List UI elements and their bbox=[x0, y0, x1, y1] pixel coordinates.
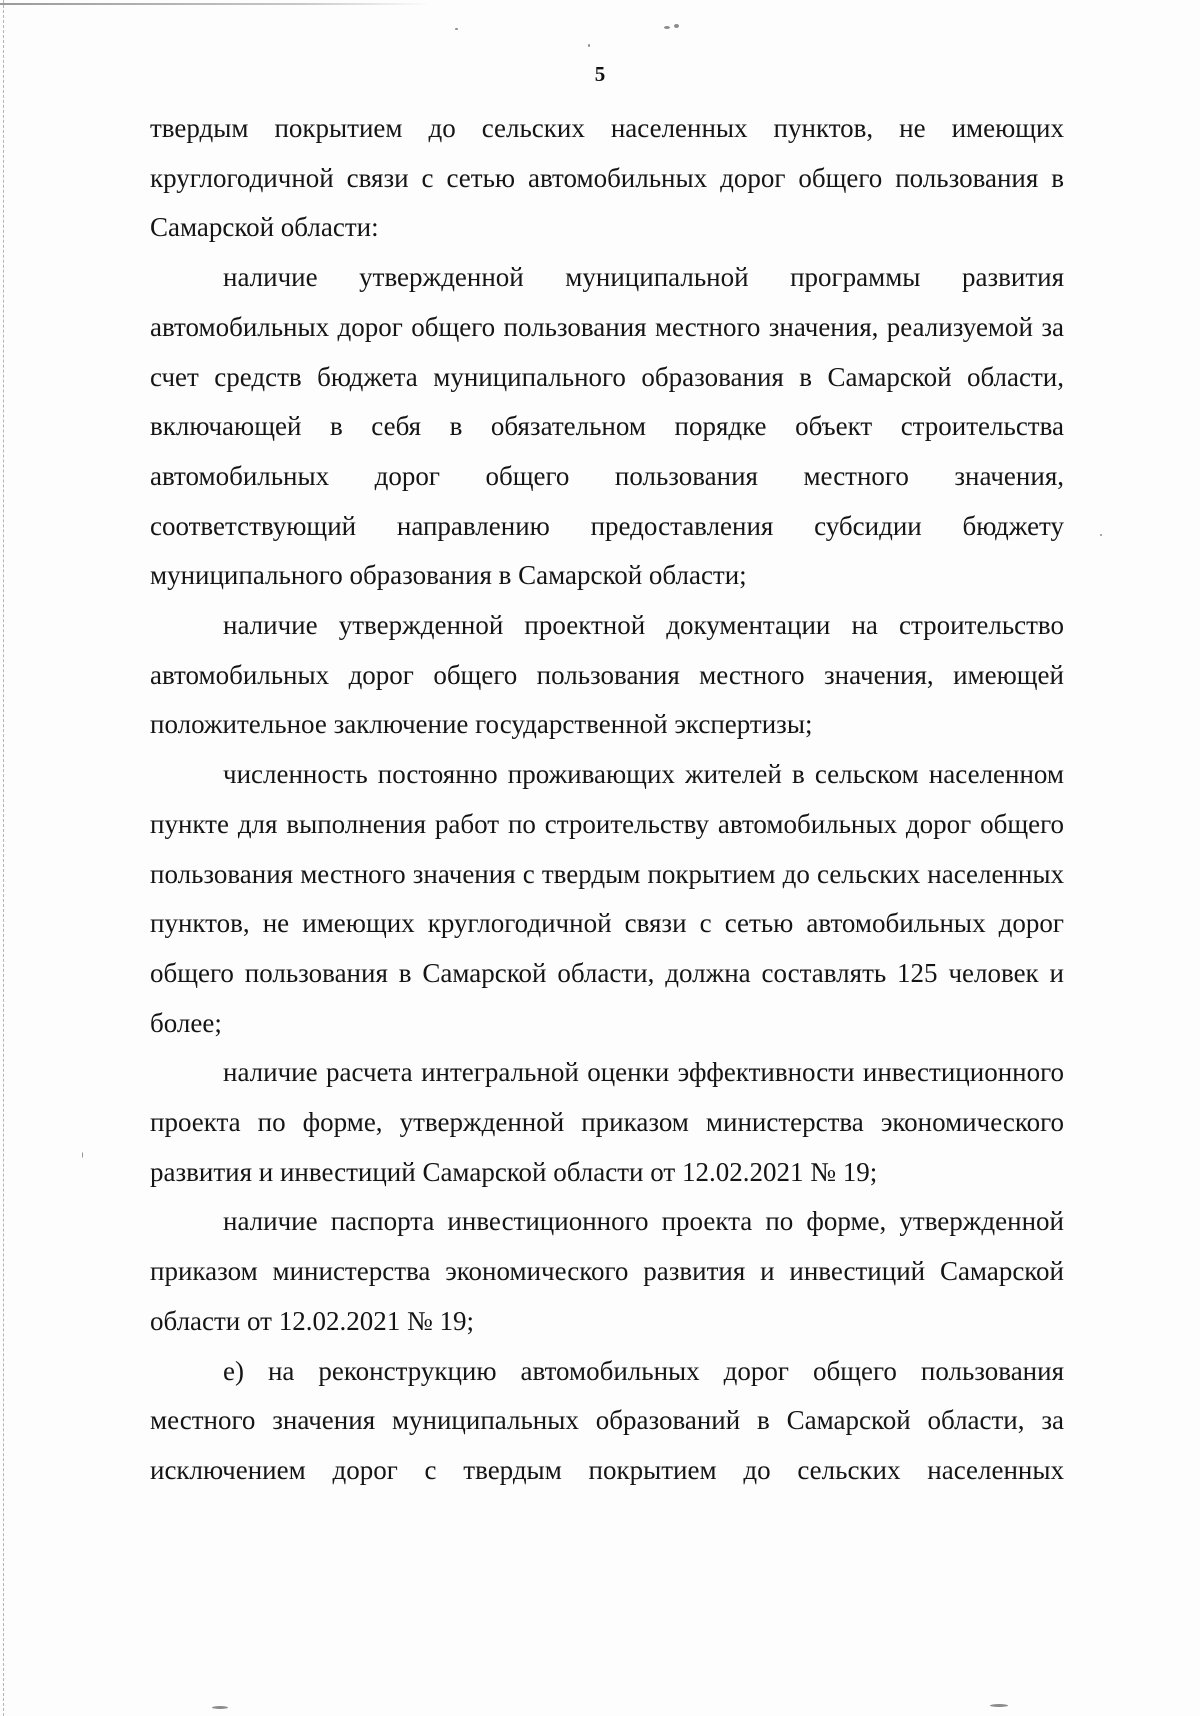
scan-speck bbox=[588, 44, 590, 47]
page-number: 5 bbox=[594, 62, 606, 86]
document-body bbox=[150, 104, 1064, 1496]
scan-speck bbox=[212, 1706, 228, 1709]
paragraph: наличие утвержденной проектной документации на строительство автомобильных дорог общего пользования местного значения, имеющей положительное заключение государственной экспертизы; bbox=[150, 610, 1064, 740]
paragraph: наличие утвержденной муниципальной программы развития автомобильных дорог общего пользования местного значения, реализуемой за счет средств бюджета муниципального образования в Самарской области, включающей в себя в обязательном порядке объект строительства автомобильных дорог общего пользования местного значения, соответствующий направлению предоставления субсидии бюджету муниципального образования в Самарской области; bbox=[150, 262, 1064, 591]
paragraph: е) на реконструкцию автомобильных дорог общего пользования местного значения муниципальных образований в Самарской области, за исключением дорог с твердым покрытием до сельских населенных bbox=[150, 1355, 1064, 1485]
paragraph: твердым покрытием до сельских населенных пунктов, не имеющих круглогодичной связи с сетью автомобильных дорог общего пользования в Самарской области: bbox=[150, 113, 1064, 243]
scan-speck bbox=[674, 24, 679, 28]
paragraph: наличие расчета интегральной оценки эффективности инвестиционного проекта по форме, утвержденной приказом министерства экономического развития и инвестиций Самарской области от 12.02.2021 № 19; bbox=[150, 1057, 1064, 1187]
scan-edge-top bbox=[0, 3, 430, 5]
scan-speck bbox=[664, 26, 670, 29]
scan-edge-left bbox=[3, 0, 5, 1716]
paragraph: численность постоянно проживающих жителей в сельском населенном пункте для выполнения работ по строительству автомобильных дорог общего пользования местного значения с твердым покрытием до сельских населенных пунктов, не имеющих круглогодичной связи с сетью автомобильных дорог общего пользования в Самарской области, должна составлять 125 человек и более; bbox=[150, 759, 1064, 1038]
paragraph: наличие паспорта инвестиционного проекта по форме, утвержденной приказом министерства экономического развития и инвестиций Самарской области от 12.02.2021 № 19; bbox=[150, 1206, 1064, 1336]
scan-speck bbox=[990, 1704, 1008, 1707]
scan-speck bbox=[82, 1152, 83, 1158]
scan-speck bbox=[455, 28, 458, 30]
scan-speck bbox=[1100, 534, 1102, 536]
